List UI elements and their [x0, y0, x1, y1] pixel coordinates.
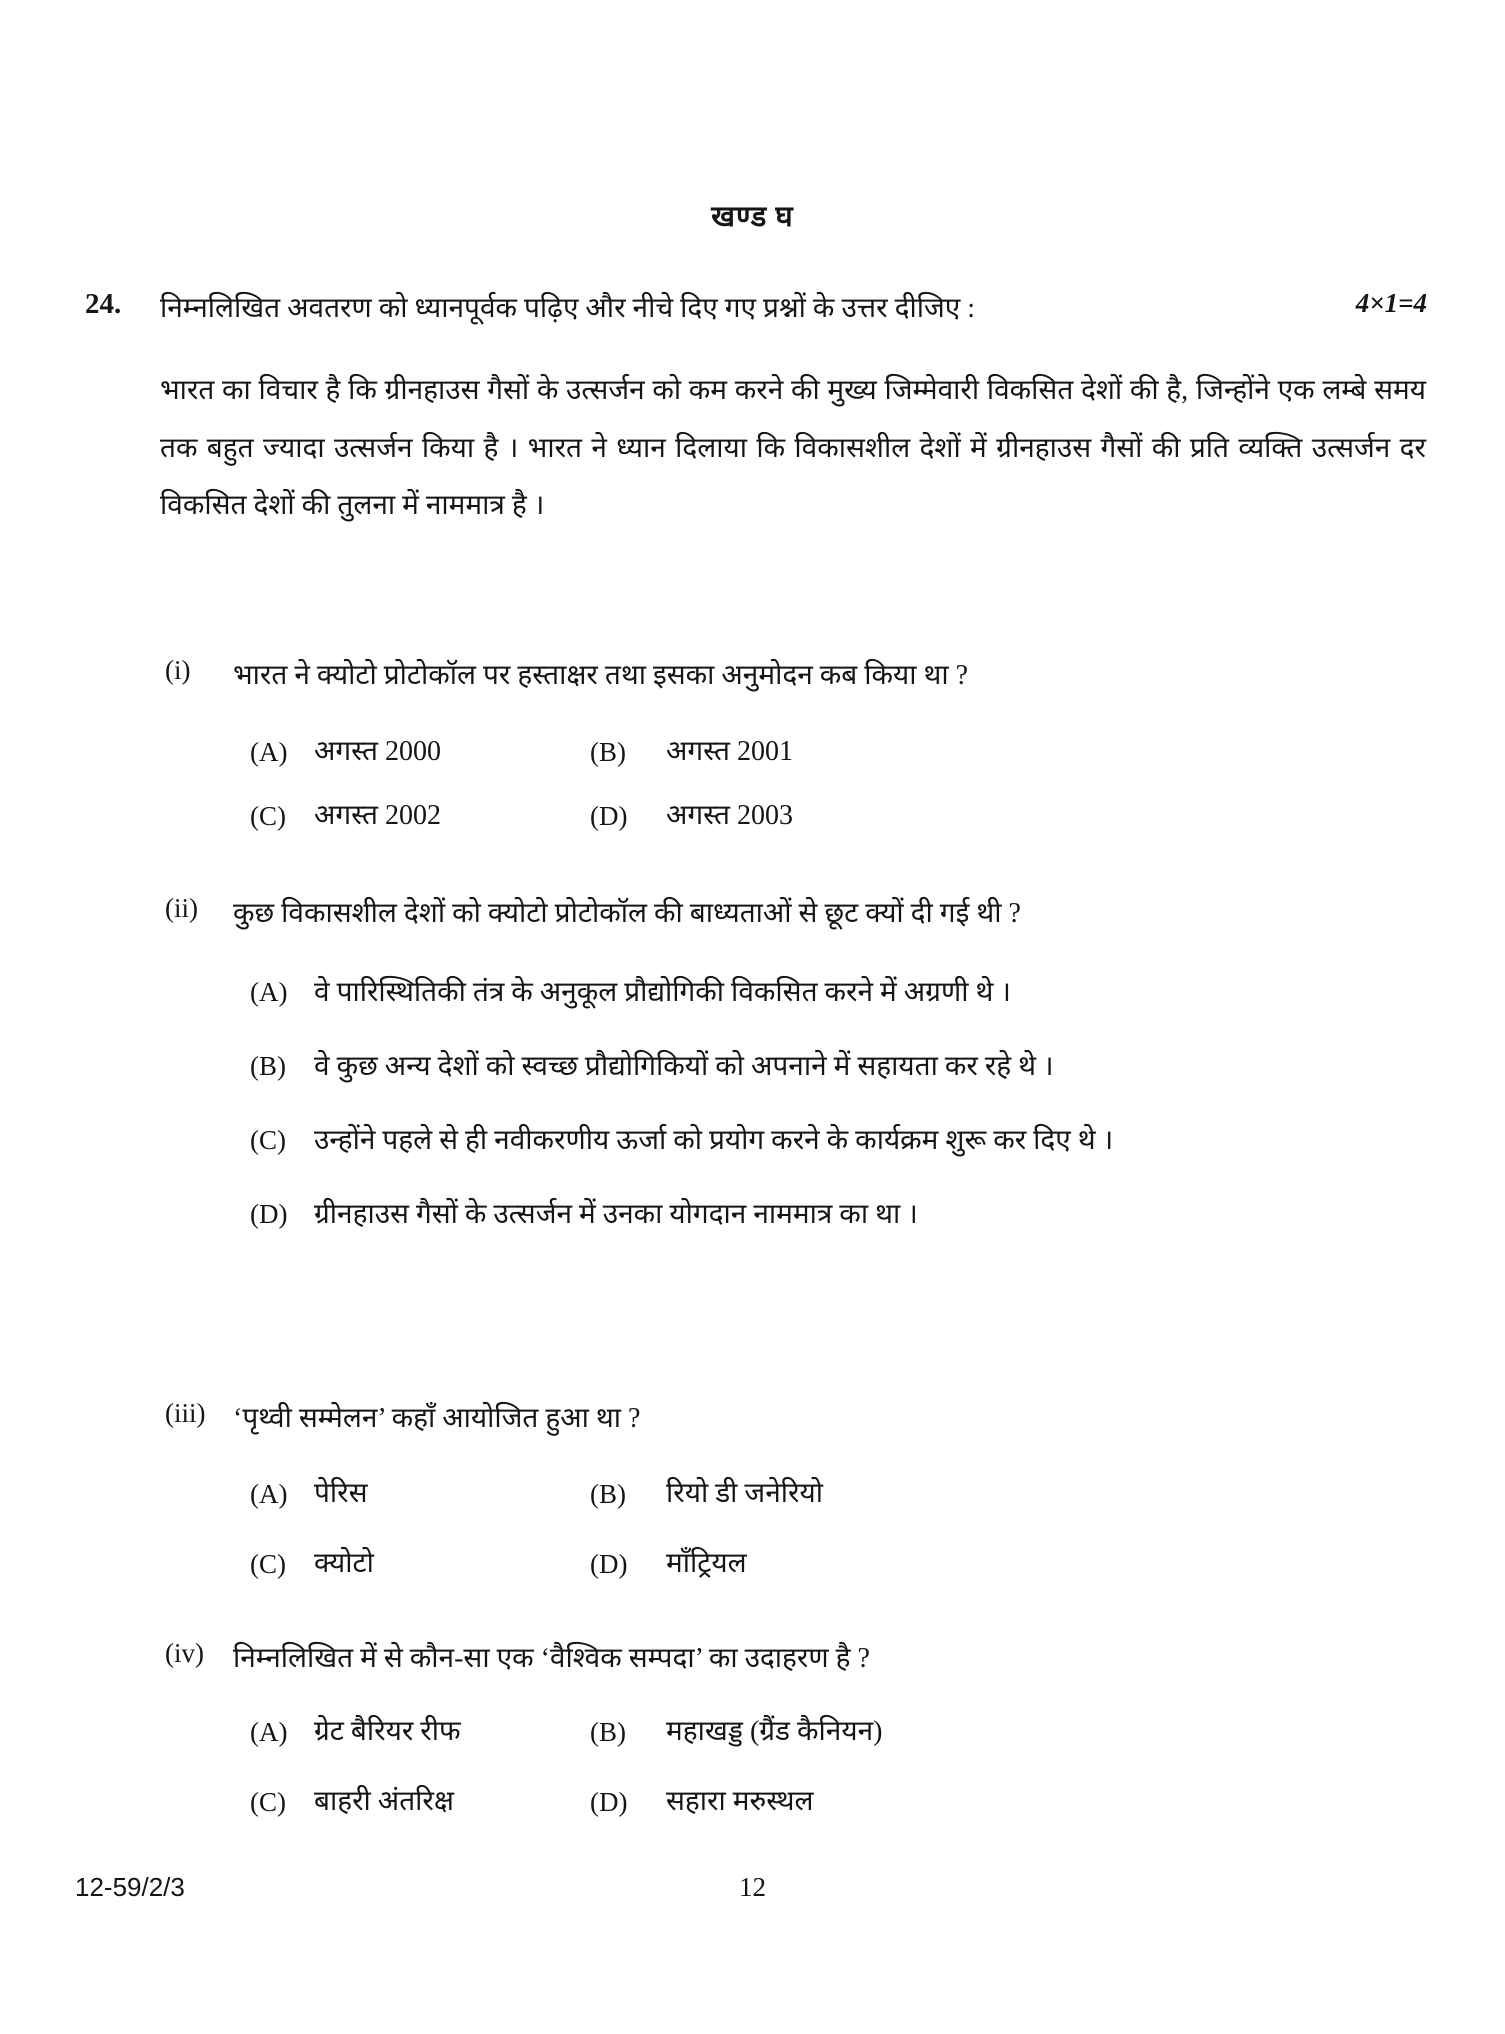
option-ii-c: [250, 1113, 1390, 1168]
subquestion-ii-text: कुछ विकासशील देशों को क्योटो प्रोटोकॉल की बाध्यताओं से छूट क्यों दी गई थी ?: [233, 898, 1021, 929]
subquestion-iv-options: [250, 1712, 1425, 1822]
option-i-c: [250, 796, 590, 836]
option-text: महाखड्ड (ग्रैंड कैनियन): [666, 1716, 883, 1747]
option-ii-d: [250, 1187, 1390, 1242]
option-i-b: [590, 732, 1425, 772]
option-label: (A): [250, 977, 288, 1007]
option-label: (D): [590, 1549, 628, 1579]
option-label: (C): [250, 1549, 286, 1579]
option-label: (B): [590, 1479, 626, 1509]
option-row: [250, 1544, 1425, 1584]
option-text: वे कुछ अन्य देशों को स्वच्छ प्रौद्योगिकियों को अपनाने में सहायता कर रहे थे ।: [314, 1051, 1054, 1082]
option-ii-b: [250, 1039, 1390, 1094]
option-label: (C): [250, 1125, 286, 1155]
subquestion-iii: [165, 1398, 1425, 1436]
subquestion-ii-options: [250, 965, 1390, 1261]
option-text: ग्रेट बैरियर रीफ: [314, 1716, 461, 1747]
option-i-a: [250, 732, 590, 772]
subquestion-i-text: भारत ने क्योटो प्रोटोकॉल पर हस्ताक्षर तथा इसका अनुमोदन कब किया था ?: [233, 660, 969, 691]
option-row: [250, 1782, 1425, 1822]
option-label: (D): [590, 1787, 628, 1817]
paper-code: 12-59/2/3: [75, 1872, 185, 1902]
subquestion-iii-text: ‘पृथ्वी सम्मेलन’ कहाँ आयोजित हुआ था ?: [233, 1403, 641, 1434]
question-marks: 4×1=4: [1355, 288, 1427, 318]
subquestion-i: [165, 655, 1425, 693]
subquestion-i-options: [250, 732, 1425, 836]
option-text: अगस्त 2002: [314, 800, 442, 831]
option-text: क्योटो: [314, 1548, 374, 1579]
option-ii-a: [250, 965, 1390, 1020]
option-iii-a: [250, 1474, 590, 1514]
question-24-header: [85, 288, 1427, 326]
option-text: अगस्त 2001: [666, 736, 794, 767]
option-text: अगस्त 2003: [666, 800, 794, 831]
option-label: (A): [250, 1479, 288, 1509]
option-iv-a: [250, 1712, 590, 1752]
subquestion-iii-label: (iii): [165, 1398, 206, 1428]
subquestion-iv-text: निम्नलिखित में से कौन-सा एक ‘वैश्विक सम्पदा’ का उदाहरण है ?: [233, 1643, 870, 1674]
option-label: (D): [590, 801, 628, 831]
option-text: अगस्त 2000: [314, 736, 442, 767]
subquestion-i-label: (i): [165, 655, 191, 685]
option-row: [250, 1474, 1425, 1514]
option-text: उन्होंने पहले से ही नवीकरणीय ऊर्जा को प्रयोग करने के कार्यक्रम शुरू कर दिए थे ।: [314, 1125, 1114, 1156]
option-text: रियो डी जनेरियो: [666, 1478, 823, 1509]
question-instruction: निम्नलिखित अवतरण को ध्यानपूर्वक पढ़िए और नीचे दिए गए प्रश्नों के उत्तर दीजिए :: [160, 293, 975, 324]
subquestion-ii-label: (ii): [165, 893, 198, 923]
option-row: [250, 732, 1425, 772]
option-label: (C): [250, 801, 286, 831]
option-iii-b: [590, 1474, 1425, 1514]
option-label: (A): [250, 1717, 288, 1747]
option-text: पेरिस: [314, 1478, 368, 1509]
option-iv-d: [590, 1782, 1425, 1822]
option-iii-c: [250, 1544, 590, 1584]
subquestion-ii: [165, 893, 1425, 931]
option-label: (B): [590, 737, 626, 767]
page-number: 12: [739, 1872, 766, 1902]
section-header: खण्ड घ: [711, 201, 794, 233]
option-text: वे पारिस्थितिकी तंत्र के अनुकूल प्रौद्योगिकी विकसित करने में अग्रणी थे ।: [314, 977, 1011, 1008]
option-text: सहारा मरुस्थल: [666, 1786, 814, 1817]
option-label: (C): [250, 1787, 286, 1817]
subquestion-iv: [165, 1638, 1425, 1676]
subquestion-iii-options: [250, 1474, 1425, 1584]
option-i-d: [590, 796, 1425, 836]
option-label: (A): [250, 737, 288, 767]
option-text: माँट्रियल: [666, 1548, 747, 1579]
option-label: (B): [590, 1717, 626, 1747]
option-iv-c: [250, 1782, 590, 1822]
option-text: बाहरी अंतरिक्ष: [314, 1786, 454, 1817]
option-iii-d: [590, 1544, 1425, 1584]
subquestion-iv-label: (iv): [165, 1638, 204, 1668]
option-row: [250, 1712, 1425, 1752]
option-row: [250, 796, 1425, 836]
question-number: 24.: [85, 288, 122, 320]
option-text: ग्रीनहाउस गैसों के उत्सर्जन में उनका योगदान नाममात्र का था ।: [314, 1199, 918, 1230]
option-label: (D): [250, 1199, 288, 1229]
option-iv-b: [590, 1712, 1425, 1752]
question-passage: भारत का विचार है कि ग्रीनहाउस गैसों के उत्सर्जन को कम करने की मुख्य जिम्मेवारी विकसित देशों की है, जिन्होंने एक लम्बे समय तक बहुत ज्यादा उत्सर्जन किया है । भारत ने ध्यान दिलाया कि विकासशील देशों में ग्रीनहाउस गैसों की प्रति व्यक्ति उत्सर्जन दर विकसित देशों की तुलना में नाममात्र है ।: [160, 375, 1426, 521]
option-label: (B): [250, 1051, 286, 1081]
